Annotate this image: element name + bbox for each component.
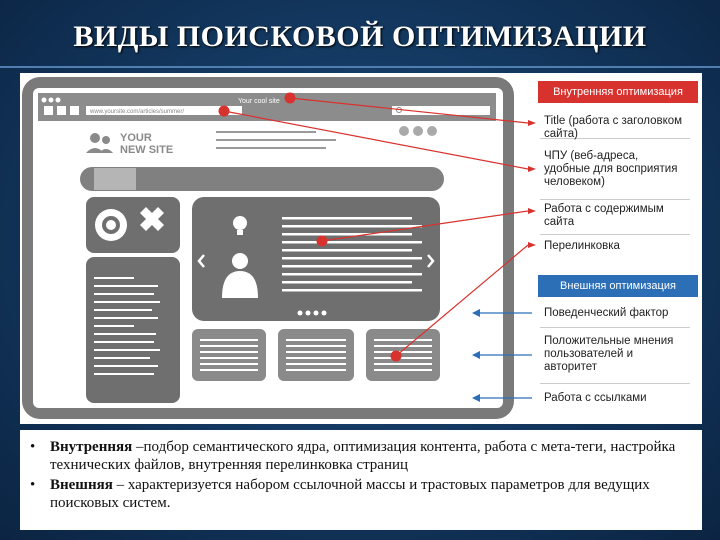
internal-item-url: ЧПУ (веб-адреса, удобные для восприятия человеком) <box>544 150 678 188</box>
lightbulb-icon <box>233 216 247 230</box>
window-dot-icon <box>42 98 47 103</box>
carousel-dot-icon <box>314 311 319 316</box>
carousel-dot-icon <box>298 311 303 316</box>
title-divider <box>0 66 720 68</box>
seo-illustration <box>20 73 702 424</box>
internal-item-title: Title (работа с заголовком сайта) <box>544 115 683 140</box>
internal-item-content: Работа с содержимым сайта <box>544 203 664 228</box>
bullet-dot-icon: • <box>30 439 36 455</box>
carousel-dot-icon <box>306 311 311 316</box>
marker-url <box>219 106 230 117</box>
external-item-links: Работа с ссылками <box>544 392 647 404</box>
bullet-internal <box>28 438 692 474</box>
slide-title: ВИДЫ ПОИСКОВОЙ ОПТИМИЗАЦИИ <box>73 20 647 53</box>
marker-title <box>285 93 296 104</box>
description-panel <box>20 430 702 530</box>
reload-button-icon <box>70 106 79 115</box>
bullet-term: Внешняя <box>50 477 113 493</box>
window-dot-icon <box>49 98 54 103</box>
bottom-card <box>278 329 354 381</box>
browser-tab-label: Your cool site <box>238 98 280 105</box>
url-text: www.yoursite.com/articles/summer/ <box>90 109 185 115</box>
bottom-card <box>366 329 440 381</box>
person-icon <box>232 253 248 269</box>
bottom-card <box>192 329 266 381</box>
external-item-opinions: Положительные мнения пользователей и авторитет <box>544 335 674 373</box>
logo-line-2: NEW SITE <box>120 144 174 156</box>
marker-linking <box>391 351 402 362</box>
carousel-dot-icon <box>322 311 327 316</box>
marker-content <box>317 236 328 247</box>
logo-line-1: YOUR <box>120 132 152 144</box>
back-button-icon <box>44 106 53 115</box>
bullet-term: Внутренняя <box>50 439 133 455</box>
bullet-dot-icon: • <box>30 477 36 493</box>
bullet-external <box>28 476 692 512</box>
users-icon <box>90 133 100 143</box>
bullet-text: –подбор семантического ядра, оптимизация контента, работа с мета-теги, настройка технических файлов, внутренняя перелинковка страниц <box>50 439 676 473</box>
external-item-behavior: Поведенческий фактор <box>544 307 669 319</box>
forward-button-icon <box>57 106 66 115</box>
internal-optimization-header: Внутренняя оптимизация <box>538 81 698 103</box>
window-dot-icon <box>56 98 61 103</box>
external-optimization-header: Внешняя оптимизация <box>538 275 698 297</box>
bullet-text: – характеризуется набором ссылочной массы и трастовых параметров для ведущих поисковых систем. <box>50 477 650 511</box>
internal-item-linking: Перелинковка <box>544 240 620 252</box>
